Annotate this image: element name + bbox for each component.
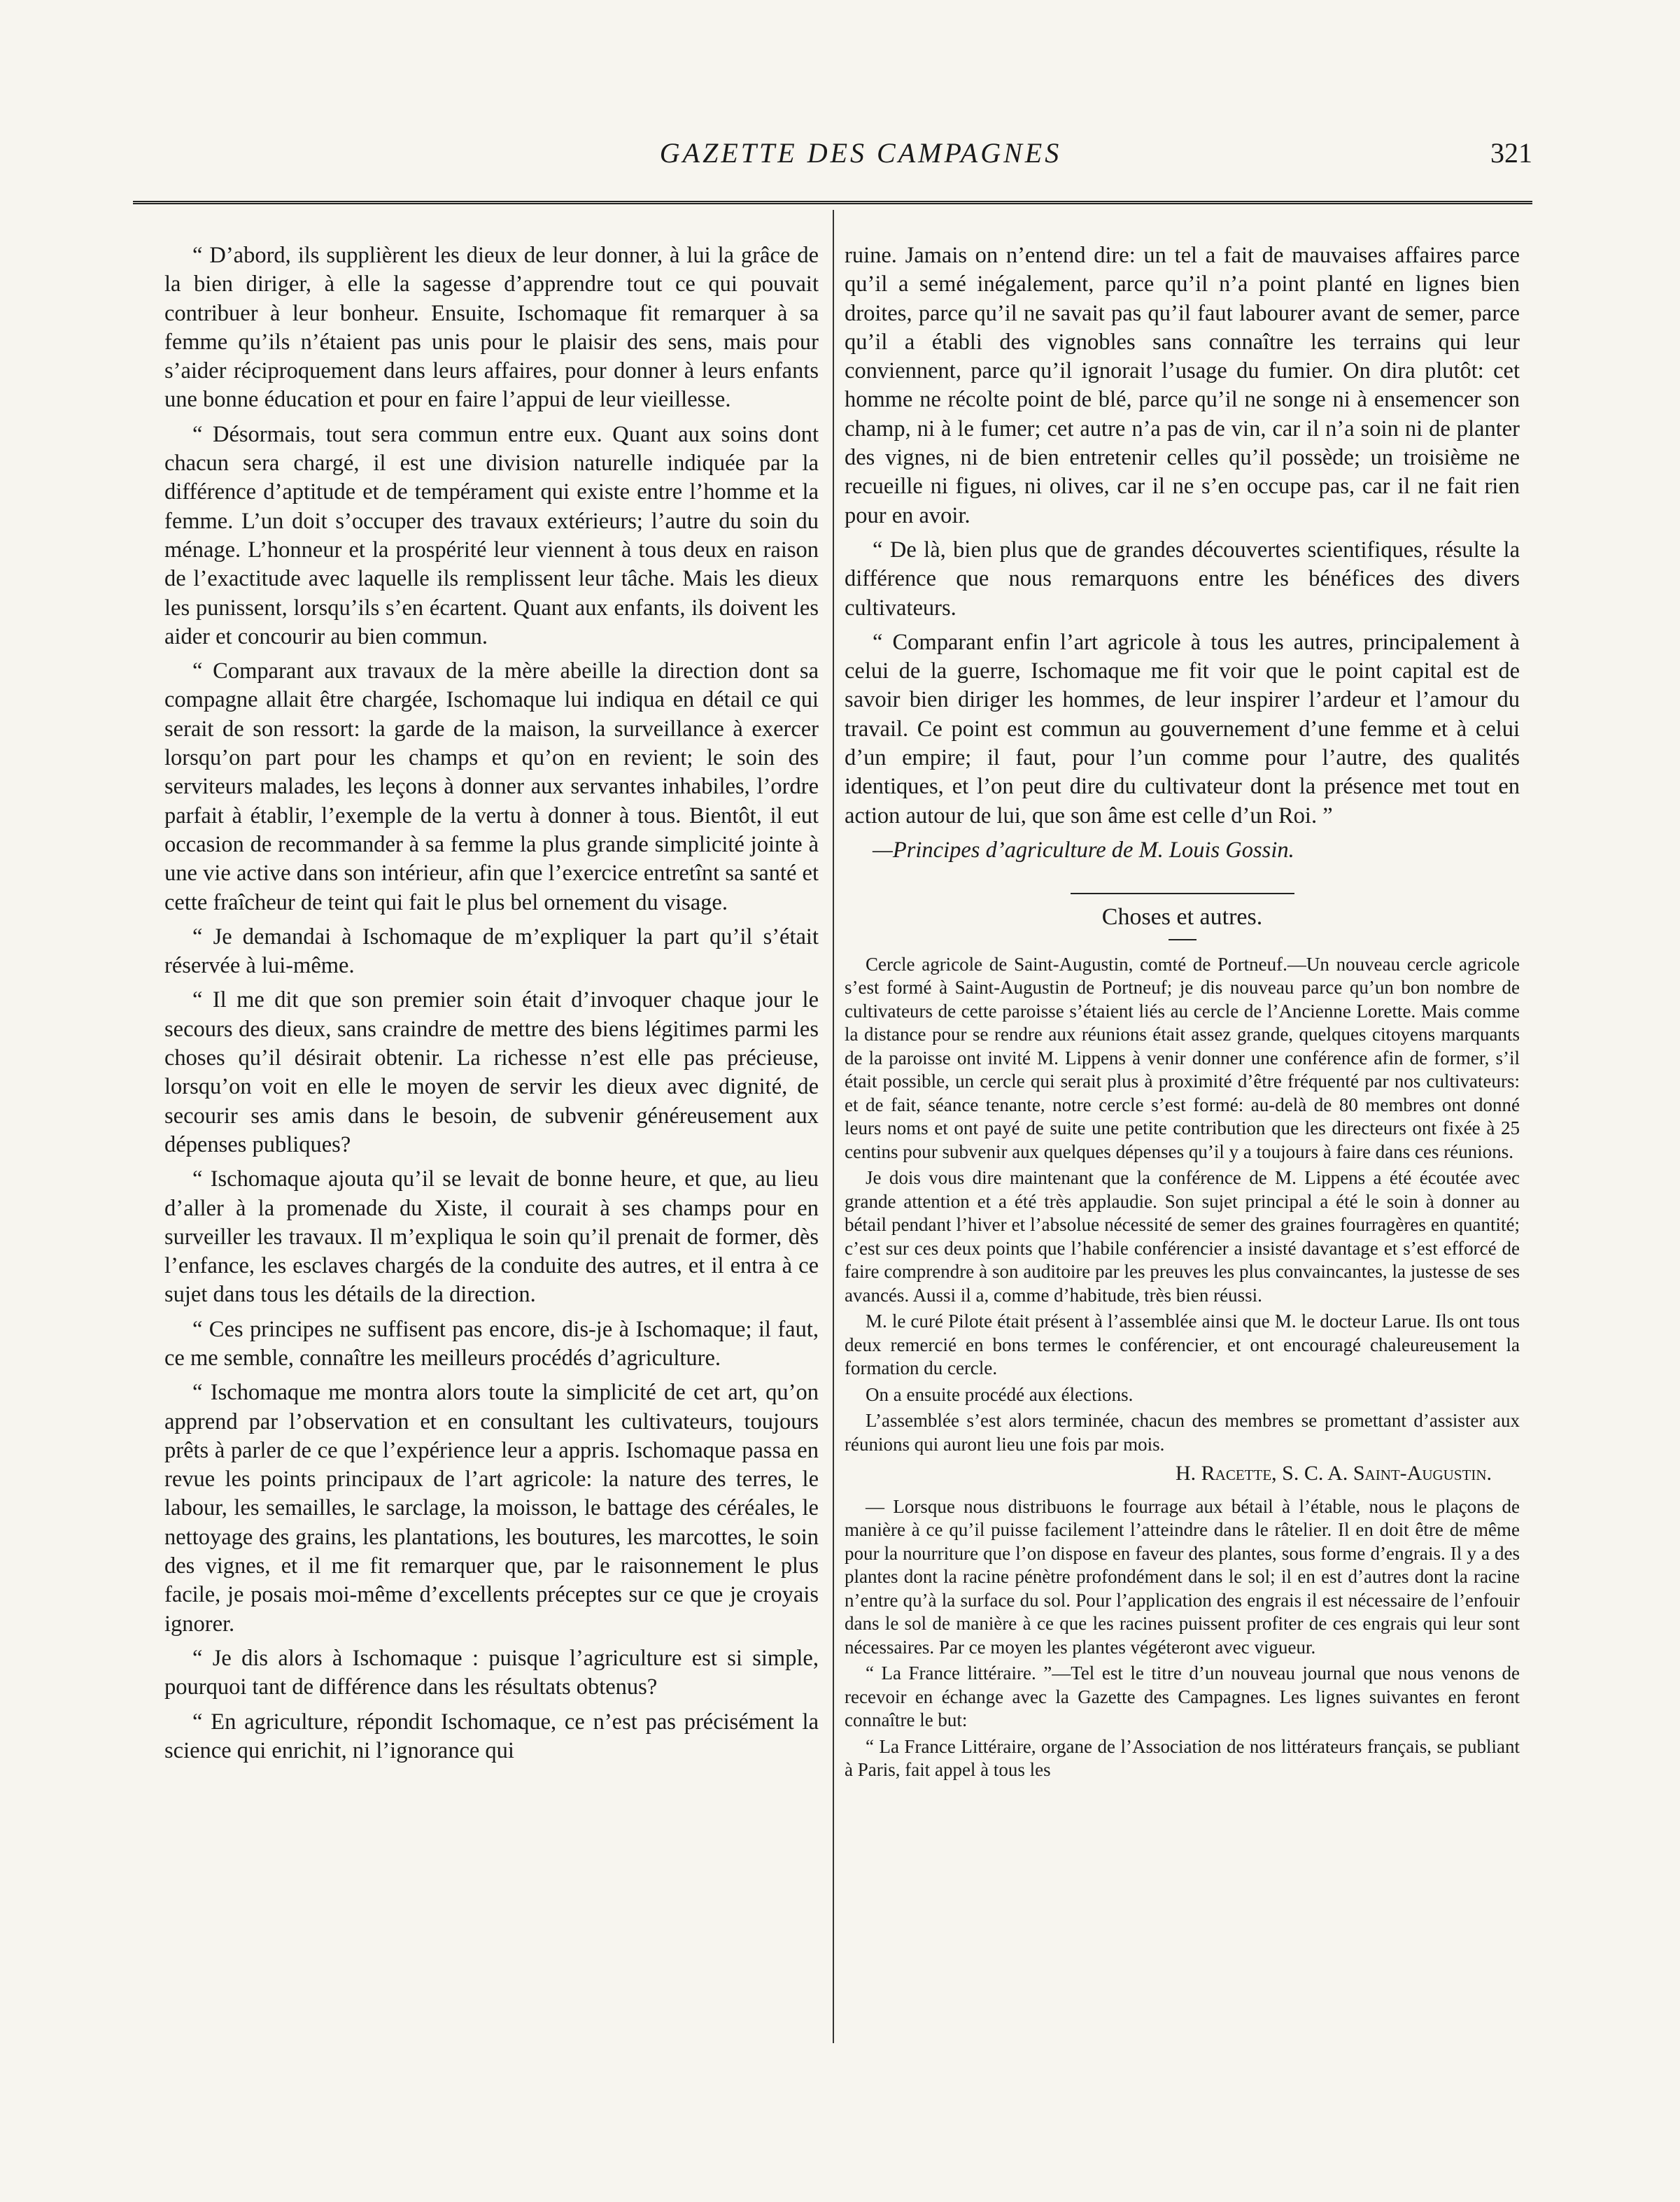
news-paragraph: L’assemblée s’est alors terminée, chacun des membres se promettant d’assister aux réunions qui auront lieu une fois par mois. <box>845 1410 1520 1455</box>
paragraph: “ Ischomaque ajouta qu’il se levait de bonne heure, et que, au lieu d’aller à la promenade du Xiste, il courait à ses champs pour en surveiller les travaux. Il m’expliqua le soin qu’il prenait de former, dès l’enfance, les esclaves chargés de la conduite des autres, et il entra à ce sujet dans tous les détails de la direction. <box>164 1166 819 1308</box>
left-column <box>164 241 819 1771</box>
page-number: 321 <box>1490 137 1532 169</box>
news-paragraph: Je dois vous dire maintenant que la conférence de M. Lippens a été écoutée avec grande attention et a été très applaudie. Son sujet principal a été le soin à donner au bétail pendant l’hiver et l’absolue nécessité de semer des graines fourragères en quantité; c’est sur ces deux points que l’habile conférencier a insisté davantage et s’est efforcé de faire comprendre à son auditoire par les preuves les plus convaincantes, la justesse de ses avancés. Aussi il a, comme d’habitude, très bien réussi. <box>845 1167 1520 1306</box>
paragraph: “ Comparant aux travaux de la mère abeille la direction dont sa compagne allait être chargée, Ischomaque lui indiqua en détail ce qui serait de son ressort: la garde de la maison, la surveillance à exercer lorsqu’on part pour les champs et qu’on en revient; le soin des serviteurs malades, les leçons à donner aux servantes inhabiles, l’ordre parfait à établir, l’exemple de la vertu à donner à tous. Bientôt, il eut occasion de recommander à sa femme la plus grande simplicité jointe à une vie active dans son intérieur, afin que l’exercice entretînt sa santé et cette fraîcheur de teint qui fait le plus bel ornement du visage. <box>164 658 819 915</box>
paragraph: “ De là, bien plus que de grandes découvertes scientifiques, résulte la différence que nous remarquons entre les bénéfices des divers cultivateurs. <box>845 537 1520 621</box>
news-paragraph: “ La France Littéraire, organe de l’Association de nos littérateurs français, se publiant à Paris, fait appel à tous les <box>845 1735 1520 1781</box>
news-paragraph: M. le curé Pilote était présent à l’assemblée ainsi que M. le docteur Larue. Ils ont tous deux remercié en bons termes le conférencier, et ont encouragé chaleureusement la formation du cercle. <box>845 1311 1520 1379</box>
right-column <box>845 241 1520 1785</box>
paragraph: “ Ces principes ne suffisent pas encore, dis-je à Ischomaque; il faut, ce me semble, connaître les meilleurs procédés d’agriculture. <box>164 1316 819 1371</box>
news-paragraph: Cercle agricole de Saint-Augustin, comté de Portneuf.—Un nouveau cercle agricole s’est formé à Saint-Augustin de Portneuf; je dis nouveau parce qu’un bon nombre de cultivateurs de cette paroisse s’étaient liés au cercle de l’Ancienne Lorette. Mais comme la distance pour se rendre aux réunions était assez grande, quelques citoyens marquants de la paroisse ont invité M. Lippens à venir donner une conférence afin de former, s’il était possible, un cercle qui serait plus à proximité d’être fréquenté par nos cultivateurs: et de fait, séance tenante, notre cercle s’est formé: au-delà de 80 membres ont donné leurs noms et ont payé de suite une petite contribution que les directeurs ont fixée à 25 centins pour subvenir aux quelques dépenses qu’il y a toujours à faire dans ces réunions. <box>845 953 1520 1162</box>
column-divider <box>833 210 834 2043</box>
newspaper-title: GAZETTE DES CAMPAGNES <box>659 137 1062 169</box>
section-title: Choses et autres. <box>1101 904 1263 931</box>
paragraph: “ Comparant enfin l’art agricole à tous les autres, principalement à celui de la guerre, Ischomaque me fit voir que le point capital est de savoir bien diriger les hommes, de leur inspirer l’ardeur et l’amour du travail. Ce point est commun au gouvernement d’une femme et à celui d’un empire; il faut, pour l’un comme pour l’autre, des qualités identiques, et l’on peut dire du cultivateur dont la présence met tout en action autour de lui, que son âme est celle d’un Roi. ” <box>845 629 1520 828</box>
paragraph: “ Je demandai à Ischomaque de m’expliquer la part qu’il s’était réservée à lui-même. <box>164 924 819 979</box>
paragraph: ruine. Jamais on n’entend dire: un tel a fait de mauvaises affaires parce qu’il a semé inégalement, parce qu’il n’a point planté en lignes bien droites, parce qu’il ne savait pas qu’il faut labourer avant de semer, parce qu’il a établi des vignobles sans connaître les terrains qui leur conviennent, parce qu’il ignorait l’usage du fumier. On dira plutôt: cet homme ne récolte point de blé, parce qu’il ne songe ni à ensemencer son champ, ni à le fumer; cet autre n’a pas de vin, car il n’a soin ni de planter des vignes, ni de bien entretenir celles qu’il possède; un troisième ne recueille ni figues, ni olives, car il ne s’en occupe pas, car il ne fait rien pour en avoir. <box>845 243 1520 528</box>
page-header <box>133 129 1532 171</box>
section-rule <box>1071 893 1294 894</box>
header-rule <box>133 201 1532 204</box>
paragraph: “ Je dis alors à Ischomaque : puisque l’agriculture est si simple, pourquoi tant de différence dans les résultats obtenus? <box>164 1645 819 1700</box>
paragraph: “ Ischomaque me montra alors toute la simplicité de cet art, qu’on apprend par l’observation et en consultant les cultivateurs, toujours prêts à parler de ce que l’expérience leur a appris. Ischomaque passa en revue les points principaux de l’art agricole: la nature des terres, le labour, les semailles, le sarclage, la moisson, le battage des céréales, le nettoyage des grains, les plantations, les boutures, les marcottes, le soin des vignes, et il me fit remarquer que, par le raisonnement le plus facile, je posais moi-même d’excellents préceptes sur ce que je croyais ignorer. <box>164 1380 819 1637</box>
news-paragraph: On a ensuite procédé aux élections. <box>866 1383 1134 1405</box>
signature: H. Racette, S. C. A. Saint-Augustin. <box>1175 1462 1492 1485</box>
section-heading-block <box>845 893 1520 940</box>
paragraph: “ Il me dit que son premier soin était d’invoquer chaque jour le secours des dieux, sans craindre de mettre des biens légitimes parmi les choses qu’il désirait obtenir. La richesse n’est elle pas précieuse, lorsqu’on voit en elle le moyen de servir les dieux avec dignité, de secourir ses amis dans le besoin, de subvenir généreusement aux dépenses publiques? <box>164 987 819 1157</box>
citation: —Principes d’agriculture de M. Louis Gossin. <box>873 837 1294 863</box>
news-block <box>845 953 1520 1782</box>
section-rule-short <box>1169 939 1197 940</box>
paragraph: “ Désormais, tout sera commun entre eux. Quant aux soins dont chacun sera chargé, il est une division naturelle indiquée par la différence d’aptitude et de tempérament qui existe entre l’homme et la femme. L’un doit s’occuper des travaux extérieurs; l’autre du soin du ménage. L’honneur et la prospérité leur viennent à tous deux en raison de l’exactitude avec laquelle ils remplissent leur tâche. Mais les dieux les punissent, lorsqu’ils s’en écartent. Quant aux enfants, ils doivent les aider et concourir au bien commun. <box>164 421 819 649</box>
paragraph: “ D’abord, ils supplièrent les dieux de leur donner, à lui la grâce de la bien diriger, à elle la sagesse d’apprendre tout ce qui pouvait contribuer à leur bonheur. Ensuite, Ischomaque fit remarquer à sa femme qu’ils n’étaient pas unis pour le plaisir des sens, mais pour s’aider réciproquement dans leurs affaires, pour donner à leurs enfants une bonne éducation et pour en faire l’appui de leur vieillesse. <box>164 243 819 413</box>
paragraph: “ En agriculture, répondit Ischomaque, ce n’est pas précisément la science qui enrichit, ni l’ignorance qui <box>164 1709 819 1763</box>
news-paragraph: “ La France littéraire. ”—Tel est le titre d’un nouveau journal que nous venons de recevoir en échange avec la Gazette des Campagnes. Les lignes suivantes en feront connaître le but: <box>845 1663 1520 1731</box>
news-paragraph: — Lorsque nous distribuons le fourrage aux bétail à l’étable, nous le plaçons de manière à ce qu’il puisse facilement l’atteindre dans le râtelier. Il en doit être de même pour la nourriture que l’on dispose en faveur des plantes, sous forme d’engrais. Il y a des plantes dont la racine pénètre profondément dans le sol; il en est d’autres dont la racine n’entre qu’à la surface du sol. Pour l’application des engrais il est nécessaire de l’enfouir dans le sol de manière à ce que les racines puissent profiter de ces engrais qui leur sont nécessaires. Par ce moyen les plantes végéteront avec vigueur. <box>845 1495 1520 1658</box>
